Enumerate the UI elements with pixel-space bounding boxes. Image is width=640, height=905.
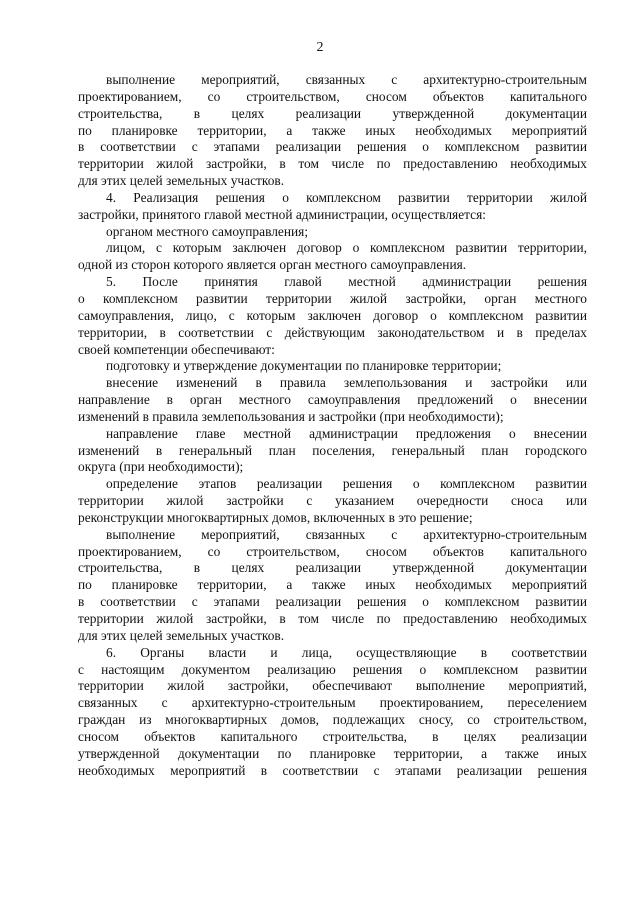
text-line: территории жилой застройки, в том числе по предоставлению необходимых	[78, 611, 587, 626]
text-line: граждан из многоквартирных домов, подлежащих сносу, со строительством,	[78, 712, 587, 728]
text-line: реконструкции многоквартирных домов, включенных в это решение;	[78, 509, 473, 525]
text-line: утвержденной документации по планировке территории, а также иных	[78, 745, 587, 761]
text-line: 5. После принятия главой местной администрации решения	[106, 274, 587, 290]
paragraph	[78, 375, 587, 426]
text-line: направление главе местной администрации предложения о внесении	[106, 425, 587, 441]
paragraph	[78, 224, 587, 241]
page-number: 2	[316, 40, 324, 55]
paragraph	[78, 527, 587, 645]
text-line: самоуправления, лицо, с которым заключен договор о комплексном развитии	[78, 307, 587, 323]
text-line: для этих целей земельных участков.	[78, 627, 285, 643]
text-line: в соответствии с этапами реализации решения о комплексном развитии	[78, 139, 587, 155]
text-line: внесение изменений в правила землепользования и застройки или	[106, 375, 587, 391]
text-line: своей компетенции обеспечивают:	[78, 341, 275, 357]
text-line: строительства, в целях реализации утвержденной документации	[78, 105, 587, 121]
text-line: 4. Реализация решения о комплексном развитии территории жилой	[106, 189, 587, 205]
text-line: изменений в генеральный план поселения, генеральный план городского	[78, 442, 587, 458]
text-line: 6. Органы власти и лица, осуществляющие в соответствии	[106, 644, 587, 660]
paragraph	[78, 274, 587, 358]
text-line: проектированием, со строительством, сносом объектов капитального	[78, 543, 587, 559]
text-line: по планировке территории, а также иных необходимых мероприятий	[78, 122, 587, 138]
text-line: территории жилой застройки, в том числе по предоставлению необходимых	[78, 156, 587, 172]
paragraph	[78, 190, 587, 224]
paragraph	[78, 72, 587, 190]
text-line: определение этапов реализации решения о комплексном развитии	[106, 476, 587, 492]
text-line: выполнение мероприятий, связанных с архитектурно-строительным	[106, 72, 587, 87]
text-line: застройки, принятого главой местной администрации, осуществляется:	[78, 206, 487, 222]
text-line: необходимых мероприятий в соответствии с этапами реализации решения	[78, 762, 587, 778]
text-line: с настоящим документом реализацию решения о комплексном развитии	[78, 661, 587, 677]
text-line: изменений в правила землепользования и застройки (при необходимости);	[78, 408, 504, 424]
text-line: подготовку и утверждение документации по планировке территории;	[106, 358, 502, 374]
text-line: одной из сторон которого является орган местного самоуправления.	[78, 257, 467, 273]
text-line: о комплексном развитии территории жилой застройки, орган местного	[78, 290, 587, 306]
text-line: по планировке территории, а также иных необходимых мероприятий	[78, 577, 587, 593]
text-line: связанных с архитектурно-строительным проектированием, переселением	[78, 695, 587, 711]
text-line: строительства, в целях реализации утвержденной документации	[78, 560, 587, 576]
text-line: в соответствии с этапами реализации решения о комплексном развитии	[78, 594, 587, 610]
text-line: территории, в соответствии с действующим законодательством и в пределах	[78, 324, 587, 340]
text-line: территории жилой застройки, обеспечивают выполнение мероприятий,	[78, 678, 587, 694]
text-line: органом местного самоуправления;	[106, 223, 309, 239]
text-line: направление в орган местного самоуправления предложений о внесении	[78, 392, 587, 408]
text-line: проектированием, со строительством, сносом объектов капитального	[78, 88, 587, 104]
text-line: для этих целей земельных участков.	[78, 173, 285, 189]
paragraph	[78, 476, 587, 527]
text-line: округа (при необходимости);	[78, 459, 244, 475]
text-line: лицом, с которым заключен договор о комплексном развитии территории,	[106, 240, 587, 256]
text-line: сносом объектов капитального строительства, в целях реализации	[78, 728, 587, 744]
paragraph	[78, 358, 587, 375]
paragraph	[78, 240, 587, 274]
paragraph	[78, 645, 587, 780]
document-body	[78, 72, 587, 779]
text-line: территории жилой застройки с указанием очередности сноса или	[78, 493, 587, 509]
text-line: выполнение мероприятий, связанных с архитектурно-строительным	[106, 526, 587, 542]
paragraph	[78, 426, 587, 477]
